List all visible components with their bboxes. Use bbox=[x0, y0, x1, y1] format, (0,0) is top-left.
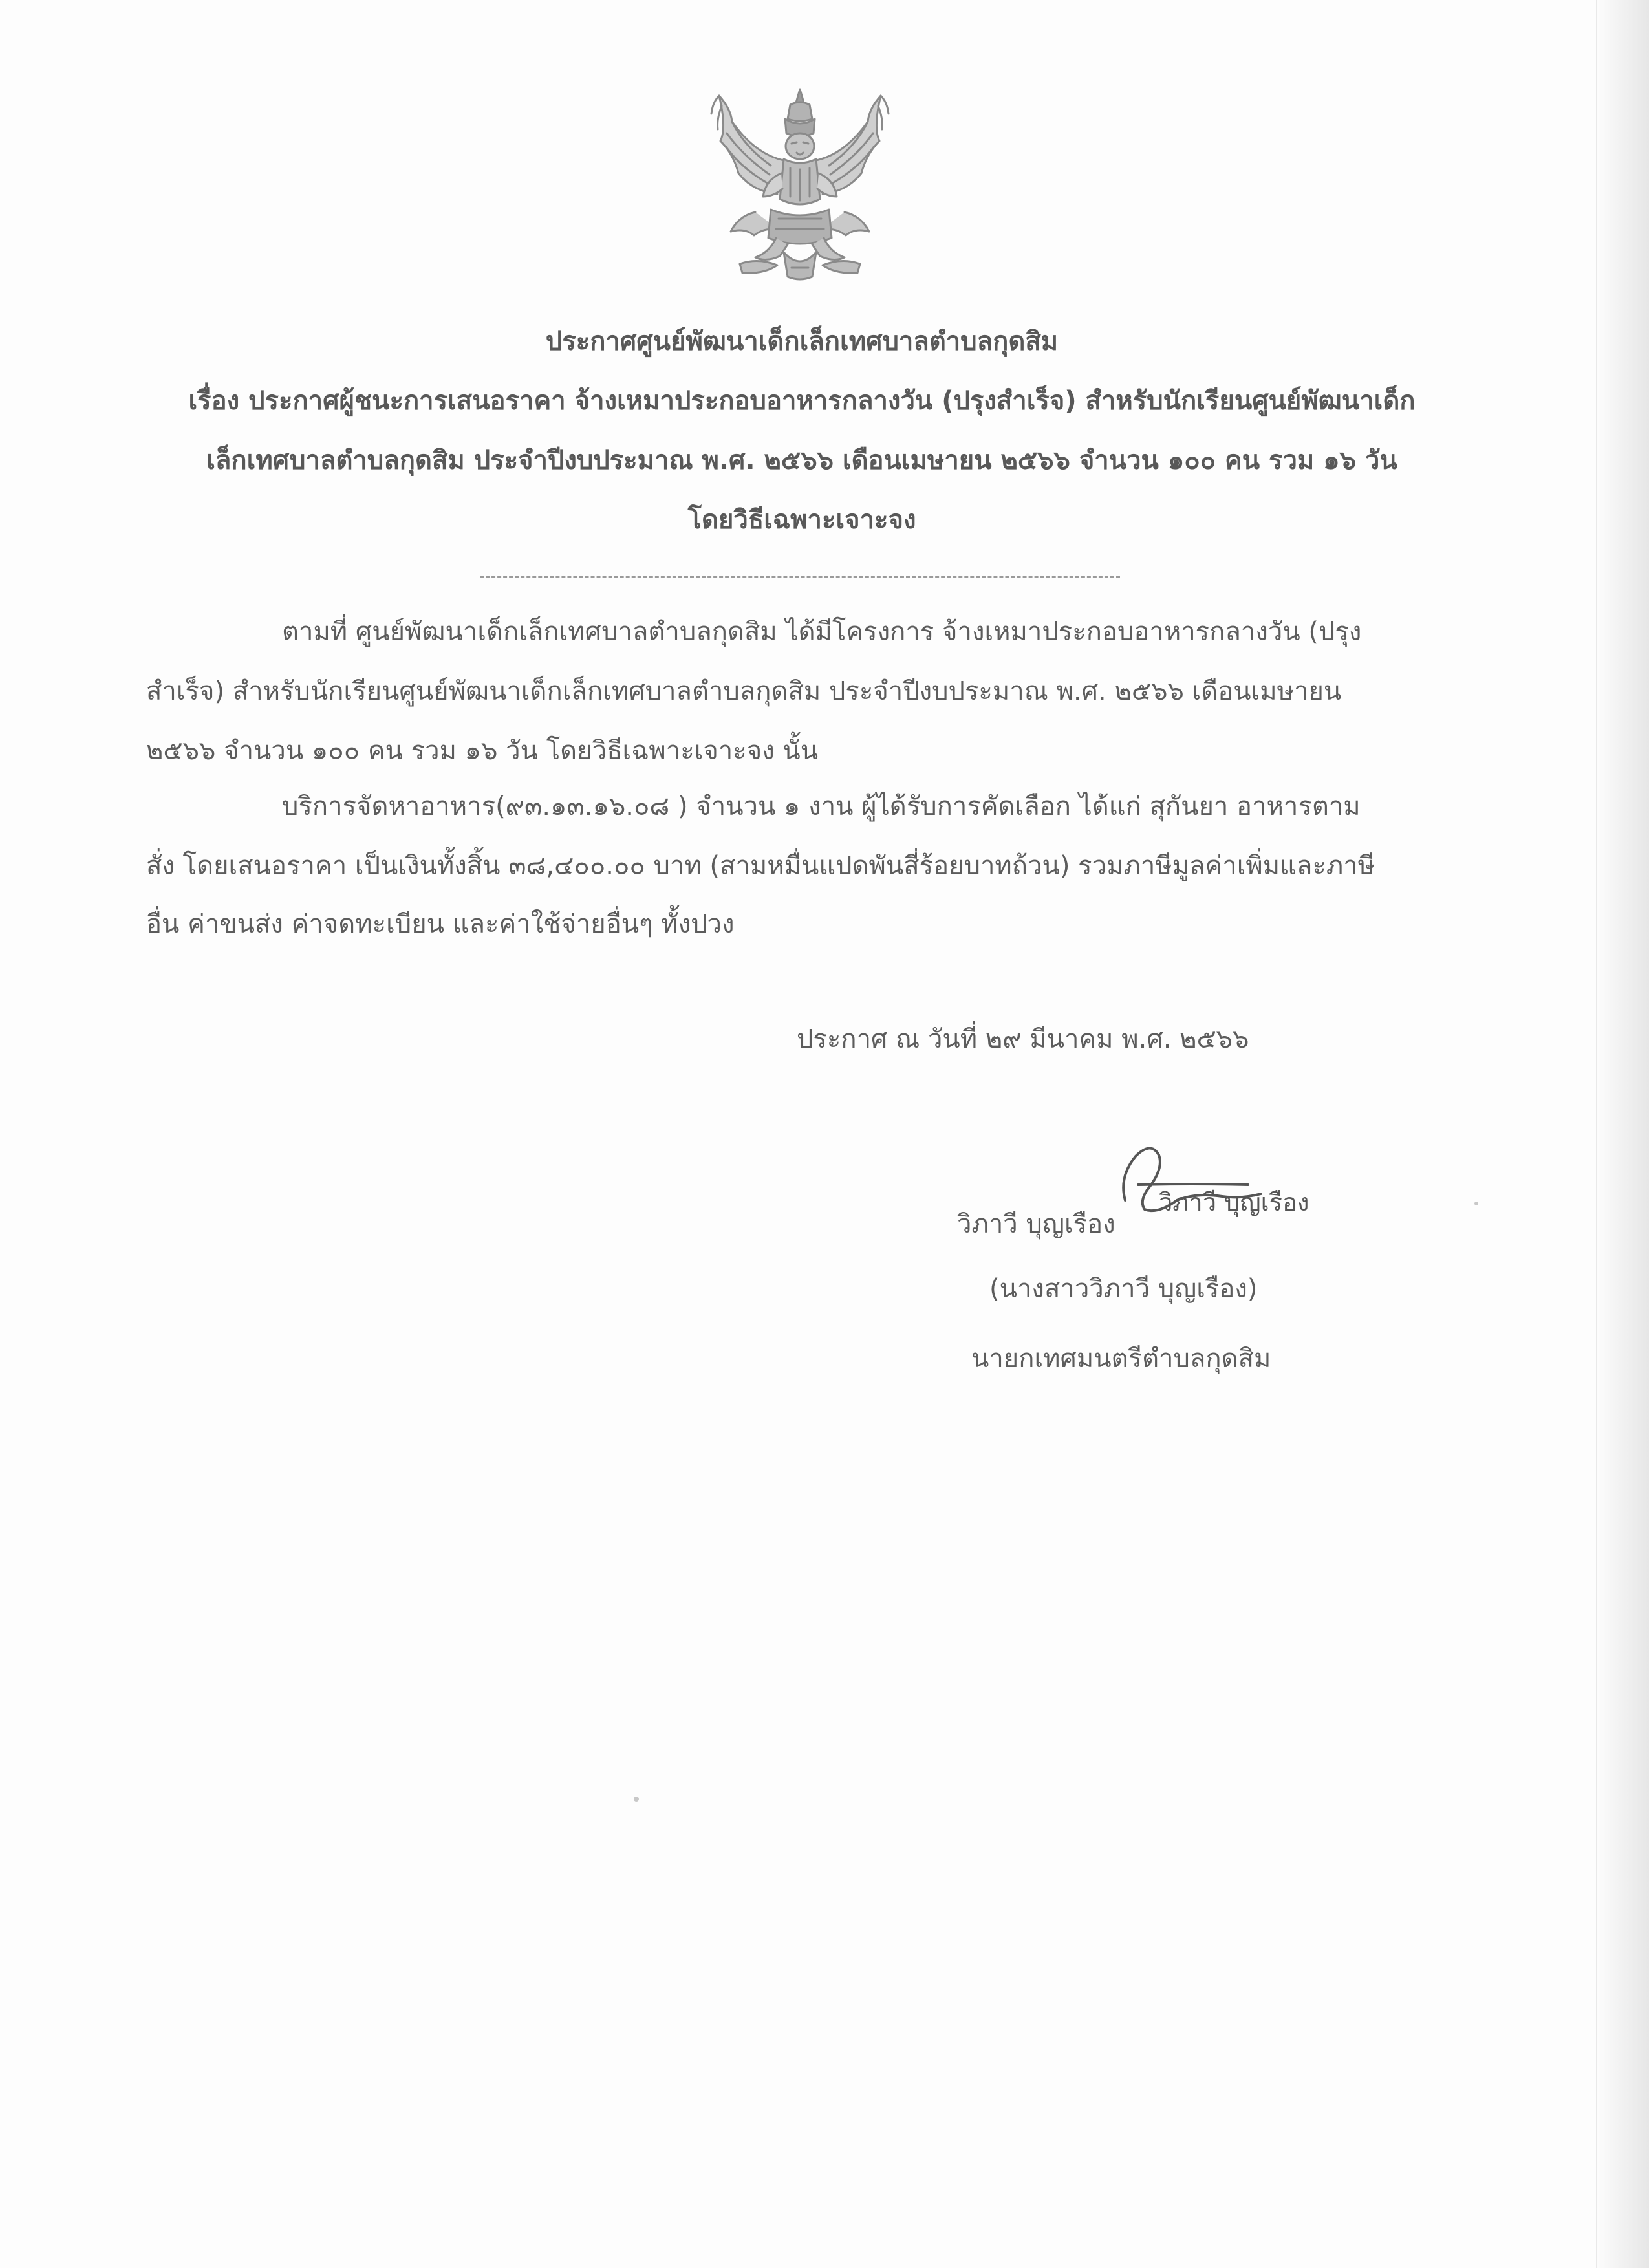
paragraph-2-line-2: สั่ง โดยเสนอราคา เป็นเงินทั้งสิ้น ๓๘,๔๐๐.๐๐ บาท (สามหมื่นแปดพันสี่ร้อยบาทถ้วน) รวมภาษีมูลค่าเพิ่มและภาษี bbox=[146, 851, 1375, 881]
paragraph-1-line-1: ตามที่ ศูนย์พัฒนาเด็กเล็กเทศบาลตำบลกุดสิม ได้มีโครงการ จ้างเหมาประกอบอาหารกลางวัน (ปรุง bbox=[282, 617, 1362, 647]
subject-line-1: เรื่อง ประกาศผู้ชนะการเสนอราคา จ้างเหมาประกอบอาหารกลางวัน (ปรุงสำเร็จ) สำหรับนักเรียนศูนย์พัฒนาเด็ก bbox=[188, 386, 1416, 416]
announcement-title: ประกาศศูนย์พัฒนาเด็กเล็กเทศบาลตำบลกุดสิม bbox=[545, 327, 1059, 356]
scan-speck bbox=[1474, 1202, 1478, 1205]
svg-text:วิภาวี บุญเรือง: วิภาวี บุญเรือง bbox=[1159, 1188, 1310, 1216]
announcement-date: ประกาศ ณ วันที่ ๒๙ มีนาคม พ.ศ. ๒๕๖๖ bbox=[797, 1024, 1249, 1054]
signatory-full-name: (นางสาววิภาวี บุญเรือง) bbox=[989, 1274, 1258, 1304]
signed-name: วิภาวี บุญเรือง bbox=[957, 1209, 1116, 1239]
garuda-emblem-icon bbox=[693, 83, 907, 287]
handwritten-signature bbox=[1099, 1138, 1310, 1222]
scan-speck bbox=[634, 1797, 639, 1802]
paragraph-1-line-3: ๒๕๖๖ จำนวน ๑๐๐ คน รวม ๑๖ วัน โดยวิธีเฉพาะเจาะจง นั้น bbox=[146, 736, 819, 766]
subject-line-2: เล็กเทศบาลตำบลกุดสิม ประจำปีงบประมาณ พ.ศ. ๒๕๖๖ เดือนเมษายน ๒๕๖๖ จำนวน ๑๐๐ คน รวม ๑๖ วัน bbox=[206, 446, 1397, 475]
paragraph-2-line-3: อื่น ค่าขนส่ง ค่าจดทะเบียน และค่าใช้จ่ายอื่นๆ ทั้งปวง bbox=[146, 909, 735, 939]
page-edge-shadow bbox=[1597, 0, 1649, 2268]
paragraph-2-line-1: บริการจัดหาอาหาร(๙๓.๑๓.๑๖.๐๘ ) จำนวน ๑ งาน ผู้ได้รับการคัดเลือก ได้แก่ สุกันยา อาหารตาม bbox=[282, 792, 1361, 821]
announcement-heading bbox=[103, 312, 1500, 550]
heading-divider bbox=[480, 576, 1120, 578]
paragraph-1-line-2: สำเร็จ) สำหรับนักเรียนศูนย์พัฒนาเด็กเล็กเทศบาลตำบลกุดสิม ประจำปีงบประมาณ พ.ศ. ๒๕๖๖ เดือนเมษายน bbox=[146, 676, 1342, 706]
signatory-position: นายกเทศมนตรีตำบลกุดสิม bbox=[971, 1344, 1271, 1374]
subject-line-3: โดยวิธีเฉพาะเจาะจง bbox=[687, 505, 916, 535]
